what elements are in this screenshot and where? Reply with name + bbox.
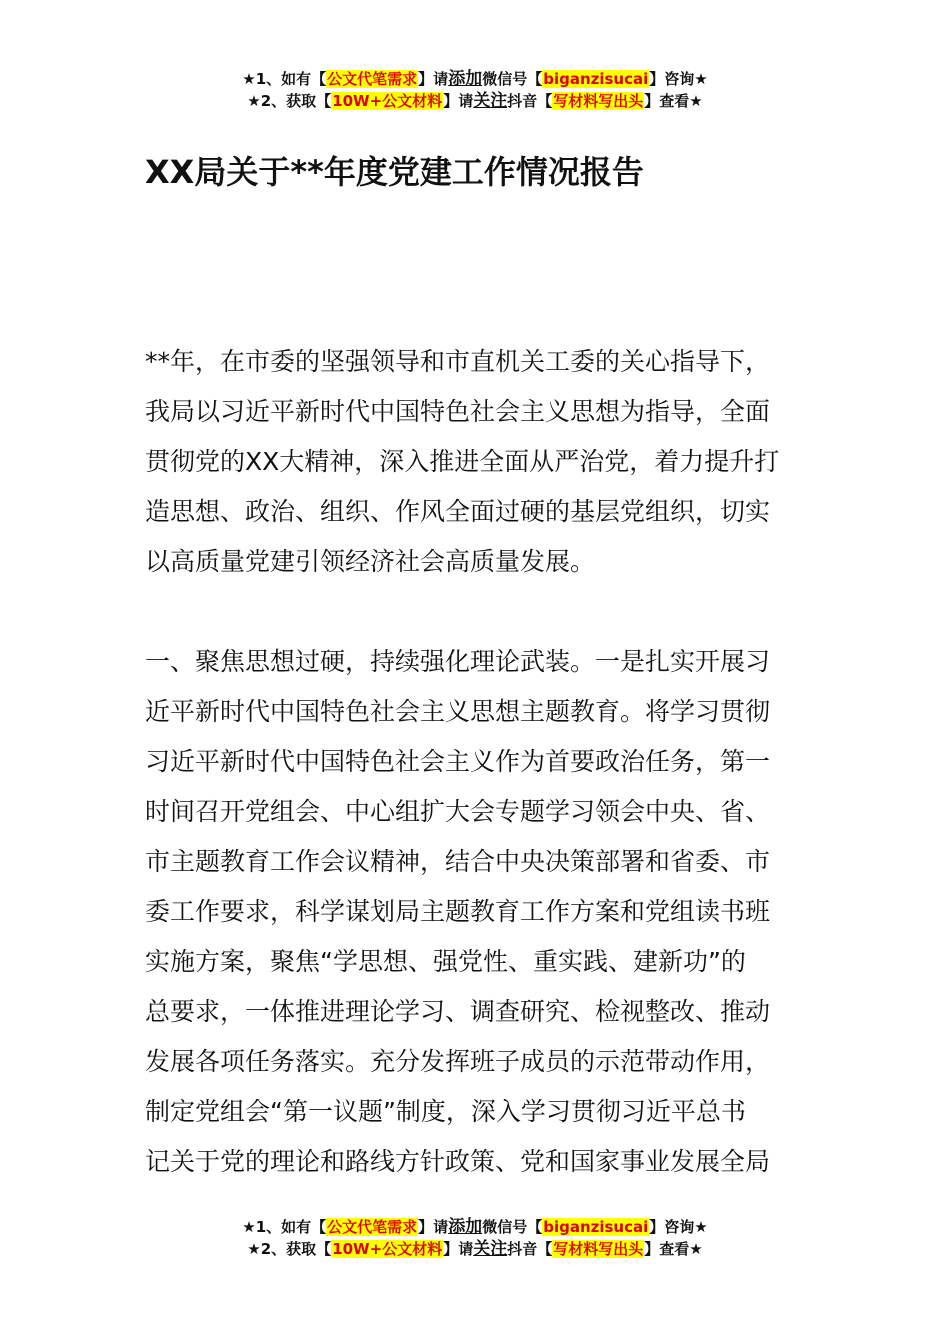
text-line: 一、聚焦思想过硬，持续强化理论武装。一是扎实开展习 <box>145 647 771 676</box>
banner-text: ★1、如有【 <box>242 70 327 88</box>
highlight-wechat-id: biganzisucai <box>543 70 649 88</box>
paragraph-section-1 <box>145 637 807 1187</box>
banner-text: 】请 <box>443 1240 474 1258</box>
banner-text: 】查看★ <box>644 92 703 110</box>
banner-text: 】查看★ <box>644 1240 703 1258</box>
text-line: 近平新时代中国特色社会主义思想主题教育。将学习贯彻 <box>145 697 771 726</box>
banner-text: 】咨询★ <box>649 1218 708 1236</box>
text-line: 贯彻党的XX大精神，深入推进全面从严治党，着力提升打 <box>145 447 780 476</box>
highlight-materials: 10W+公文材料 <box>332 92 443 110</box>
banner-line-1 <box>0 68 950 90</box>
highlight-wechat-id: biganzisucai <box>543 1218 649 1236</box>
footer-banner <box>0 1216 950 1260</box>
banner-text: 】咨询★ <box>649 70 708 88</box>
banner-line-2 <box>0 90 950 112</box>
text-line: **年，在市委的坚强领导和市直机关工委的关心指导下， <box>145 347 771 376</box>
text-line: 发展各项任务落实。充分发挥班子成员的示范带动作用， <box>145 1047 771 1076</box>
banner-text: 抖音【 <box>507 1240 553 1258</box>
banner-text: ★1、如有【 <box>242 1218 327 1236</box>
highlight-douyin-id: 写材料写出头 <box>553 92 644 110</box>
text-line: 以高质量党建引领经济社会高质量发展。 <box>145 547 596 576</box>
text-line: 委工作要求，科学谋划局主题教育工作方案和党组读书班 <box>145 897 771 926</box>
text-line: 市主题教育工作会议精神，结合中央决策部署和省委、市 <box>145 847 771 876</box>
text-line: 实施方案，聚焦“学思想、强党性、重实践、建新功”的 <box>145 947 746 976</box>
banner-text: 】请 <box>418 1218 449 1236</box>
text-line: 我局以习近平新时代中国特色社会主义思想为指导，全面 <box>145 397 771 426</box>
banner-emphasis: 关注 <box>473 91 508 111</box>
document-title: XX局关于**年度党建工作情况报告 <box>145 153 644 191</box>
text-line: 总要求，一体推进理论学习、调查研究、检视整改、推动 <box>145 997 771 1026</box>
banner-text: 微信号【 <box>482 70 543 88</box>
highlight-service: 公文代笔需求 <box>327 1218 418 1236</box>
banner-emphasis: 添加 <box>448 1217 483 1237</box>
banner-text: 微信号【 <box>482 1218 543 1236</box>
paragraph-intro <box>145 337 807 587</box>
text-line: 习近平新时代中国特色社会主义作为首要政治任务，第一 <box>145 747 771 776</box>
highlight-materials: 10W+公文材料 <box>332 1240 443 1258</box>
header-banner <box>0 68 950 112</box>
text-line: 造思想、政治、组织、作风全面过硬的基层党组织，切实 <box>145 497 771 526</box>
banner-line-2 <box>0 1238 950 1260</box>
banner-emphasis: 关注 <box>473 1239 508 1259</box>
highlight-service: 公文代笔需求 <box>327 70 418 88</box>
text-line: 时间召开党组会、中心组扩大会专题学习领会中央、省、 <box>145 797 771 826</box>
banner-text: ★2、获取【 <box>247 92 332 110</box>
highlight-douyin-id: 写材料写出头 <box>553 1240 644 1258</box>
banner-text: 抖音【 <box>507 92 553 110</box>
banner-text: ★2、获取【 <box>247 1240 332 1258</box>
banner-line-1 <box>0 1216 950 1238</box>
text-line: 制定党组会“第一议题”制度，深入学习贯彻习近平总书 <box>145 1097 746 1126</box>
banner-emphasis: 添加 <box>448 69 483 89</box>
text-line: 记关于党的理论和路线方针政策、党和国家事业发展全局 <box>145 1147 771 1176</box>
banner-text: 】请 <box>418 70 449 88</box>
banner-text: 】请 <box>443 92 474 110</box>
